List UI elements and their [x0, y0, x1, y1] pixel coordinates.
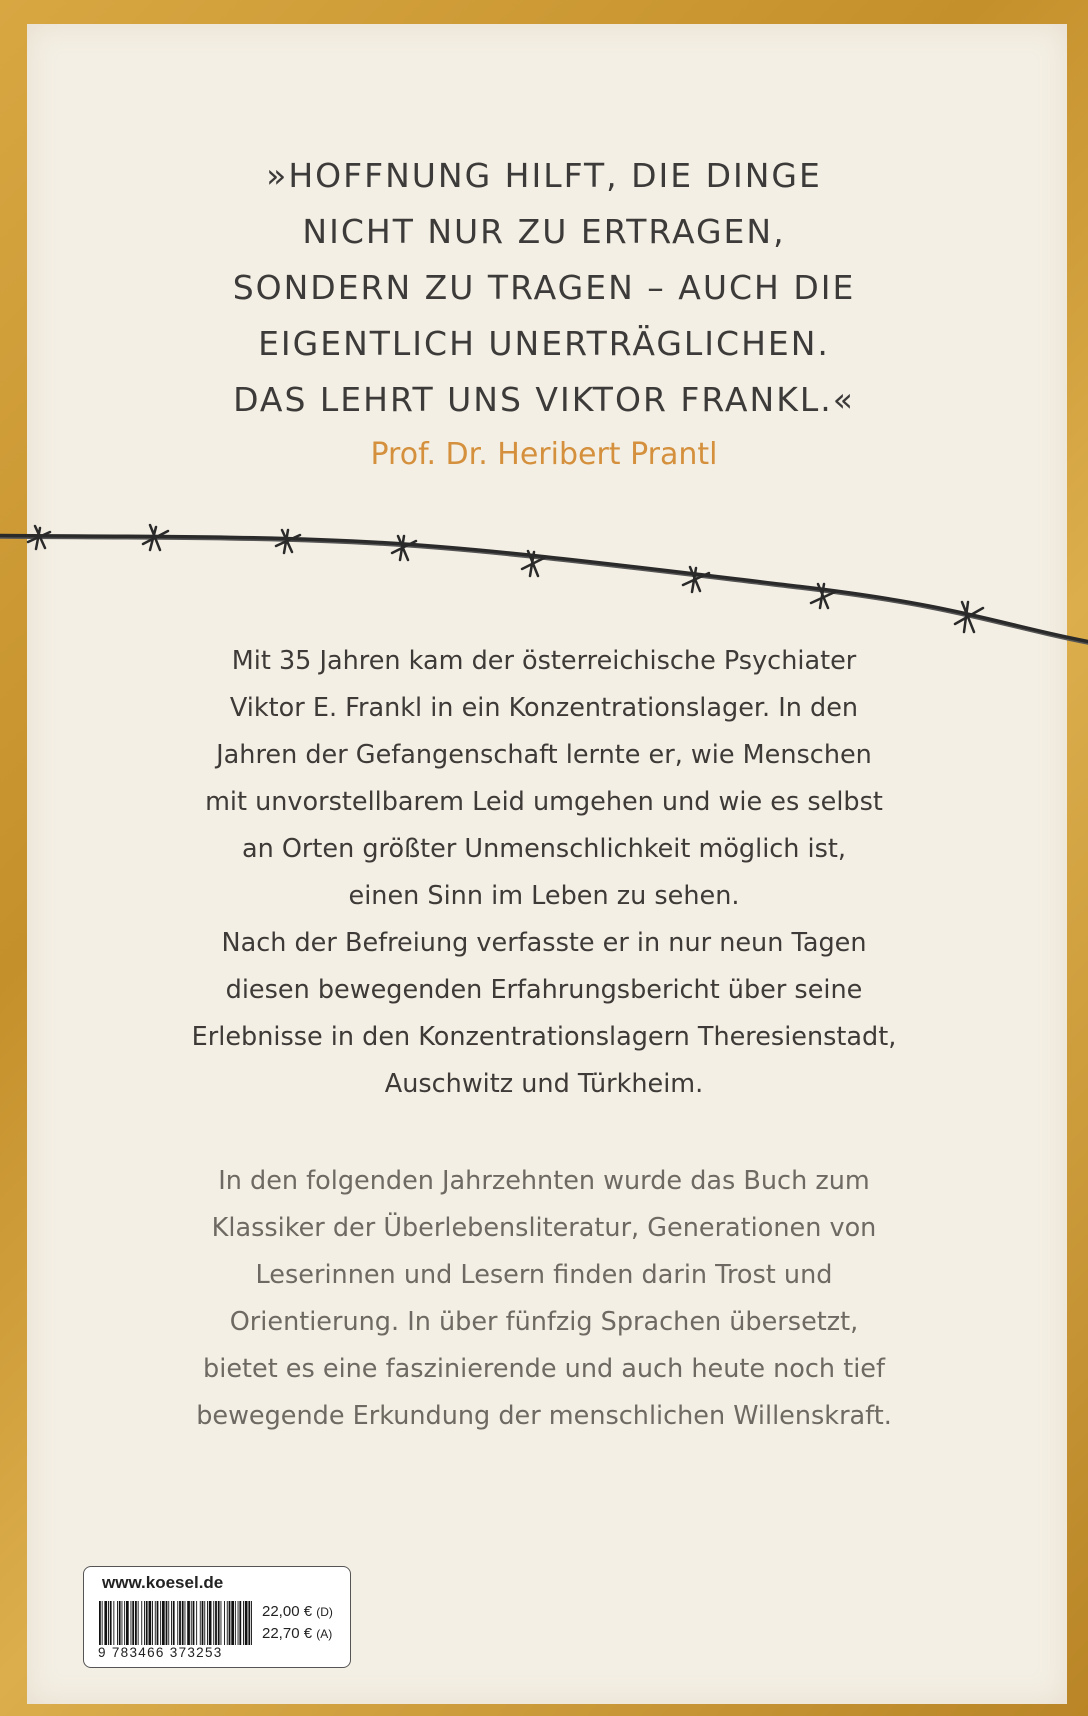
description-paragraph-1: [0, 638, 1088, 1108]
barcode-bar: [245, 1601, 248, 1645]
isbn-number: 9 783466 373253: [98, 1645, 223, 1660]
barcode-bar: [243, 1601, 244, 1645]
barcode-bar: [162, 1601, 165, 1645]
barcode-bar: [152, 1601, 153, 1645]
barcode-bar: [193, 1601, 195, 1645]
text-line: Orientierung. In über fünfzig Sprachen übersetzt,: [229, 1307, 859, 1337]
barcode-bar: [171, 1601, 172, 1645]
barcode-bar: [235, 1601, 236, 1645]
quote-line: SONDERN ZU TRAGEN – AUCH DIE: [232, 268, 856, 307]
price-region: (A): [316, 1627, 333, 1641]
barcode-bar: [231, 1601, 234, 1645]
barcode-bar: [135, 1601, 137, 1645]
barcode-bar: [202, 1601, 204, 1645]
barbed-wire-illustration: [0, 500, 1088, 660]
barcode-bar: [117, 1601, 118, 1645]
barcode-bar: [209, 1601, 212, 1645]
isbn-barcode: [98, 1601, 253, 1645]
quote-block: [0, 148, 1088, 428]
text-line: Leserinnen und Lesern finden darin Trost und: [255, 1260, 833, 1290]
text-line: Jahren der Gefangenschaft lernte er, wie Menschen: [216, 740, 872, 770]
barcode-bar: [122, 1601, 123, 1645]
text-line: Erlebnisse in den Konzentrationslagern Theresienstadt,: [191, 1022, 897, 1052]
text-line: bewegende Erkundung der menschlichen Willenskraft.: [196, 1401, 892, 1431]
text-line: mit unvorstellbarem Leid umgehen und wie es selbst: [205, 787, 883, 817]
barcode-bar: [191, 1601, 192, 1645]
text-line: In den folgenden Jahrzehnten wurde das Buch zum: [218, 1166, 870, 1196]
text-line: Viktor E. Frankl in ein Konzentrationslager. In den: [229, 693, 859, 723]
quote-line: »HOFFNUNG HILFT, DIE DINGE: [266, 156, 822, 195]
text-line: Nach der Befreiung verfasste er in nur neun Tagen: [221, 928, 867, 958]
barcode-bar: [146, 1601, 148, 1645]
text-line: einen Sinn im Leben zu sehen.: [348, 881, 740, 911]
price-value: 22,70 €: [262, 1625, 313, 1642]
barcode-bar: [179, 1601, 181, 1645]
barcode-bar: [138, 1601, 139, 1645]
quote-line: EIGENTLICH UNERTRÄGLICHEN.: [258, 324, 830, 363]
barcode-bar: [99, 1601, 101, 1645]
barcode-bar: [141, 1601, 142, 1645]
text-line: diesen bewegenden Erfahrungsbericht über seine: [225, 975, 863, 1005]
barcode-bar: [131, 1601, 132, 1645]
price-austria: [262, 1623, 333, 1645]
barcode-bar: [218, 1601, 220, 1645]
barcode-bar: [110, 1601, 112, 1645]
barcode-bar: [196, 1601, 197, 1645]
barcode-bar: [113, 1601, 114, 1645]
barcode-bar: [221, 1601, 222, 1645]
text-line: bietet es eine faszinierende und auch heute noch tief: [203, 1354, 885, 1384]
barcode-bar: [182, 1601, 184, 1645]
barcode-bar: [239, 1601, 241, 1645]
barcode-bar: [229, 1601, 231, 1645]
barcode-bar: [213, 1601, 214, 1645]
barcode-bar: [166, 1601, 168, 1645]
price-list: [262, 1601, 333, 1645]
barcode-price-box: [83, 1566, 351, 1668]
barcode-bar: [124, 1601, 125, 1645]
barcode-bar: [248, 1601, 250, 1645]
barcode-bar: [227, 1601, 228, 1645]
barcode-bar: [251, 1601, 252, 1645]
barcode-bar: [126, 1601, 129, 1645]
text-line: Mit 35 Jahren kam der österreichische Psychiater: [231, 646, 857, 676]
barcode-bar: [149, 1601, 152, 1645]
quote-attribution: Prof. Dr. Heribert Prantl: [370, 437, 718, 472]
barcode-bar: [108, 1601, 109, 1645]
text-line: Auschwitz und Türkheim.: [384, 1069, 704, 1099]
barcode-bar: [168, 1601, 169, 1645]
publisher-url: www.koesel.de: [102, 1573, 224, 1592]
text-line: an Orten größter Unmenschlichkeit möglich ist,: [241, 834, 847, 864]
quote-line: DAS LEHRT UNS VIKTOR FRANKL.«: [233, 380, 855, 419]
text-line: Klassiker der Überlebensliteratur, Generationen von: [211, 1213, 877, 1243]
barcode-bar: [177, 1601, 178, 1645]
description-paragraph-2: [0, 1158, 1088, 1440]
barcode-bar: [160, 1601, 161, 1645]
price-germany: [262, 1601, 333, 1623]
barcode-bar: [207, 1601, 208, 1645]
quote-line: NICHT NUR ZU ERTRAGEN,: [302, 212, 786, 251]
barcode-bar: [157, 1601, 159, 1645]
barcode-bar: [132, 1601, 134, 1645]
barcode-bar: [144, 1601, 145, 1645]
barcode-bar: [119, 1601, 121, 1645]
barcode-bar: [102, 1601, 103, 1645]
barcode-bar: [224, 1601, 225, 1645]
barcode-bar: [238, 1601, 239, 1645]
barcode-bar: [187, 1601, 190, 1645]
barcode-bar: [185, 1601, 186, 1645]
barcode-bar: [155, 1601, 156, 1645]
barcode-bar: [200, 1601, 201, 1645]
barcode-bar: [104, 1601, 107, 1645]
barcode-bar: [204, 1601, 205, 1645]
price-value: 22,00 €: [262, 1603, 313, 1620]
barcode-bar: [173, 1601, 175, 1645]
price-region: (D): [316, 1605, 333, 1619]
barcode-bar: [215, 1601, 217, 1645]
